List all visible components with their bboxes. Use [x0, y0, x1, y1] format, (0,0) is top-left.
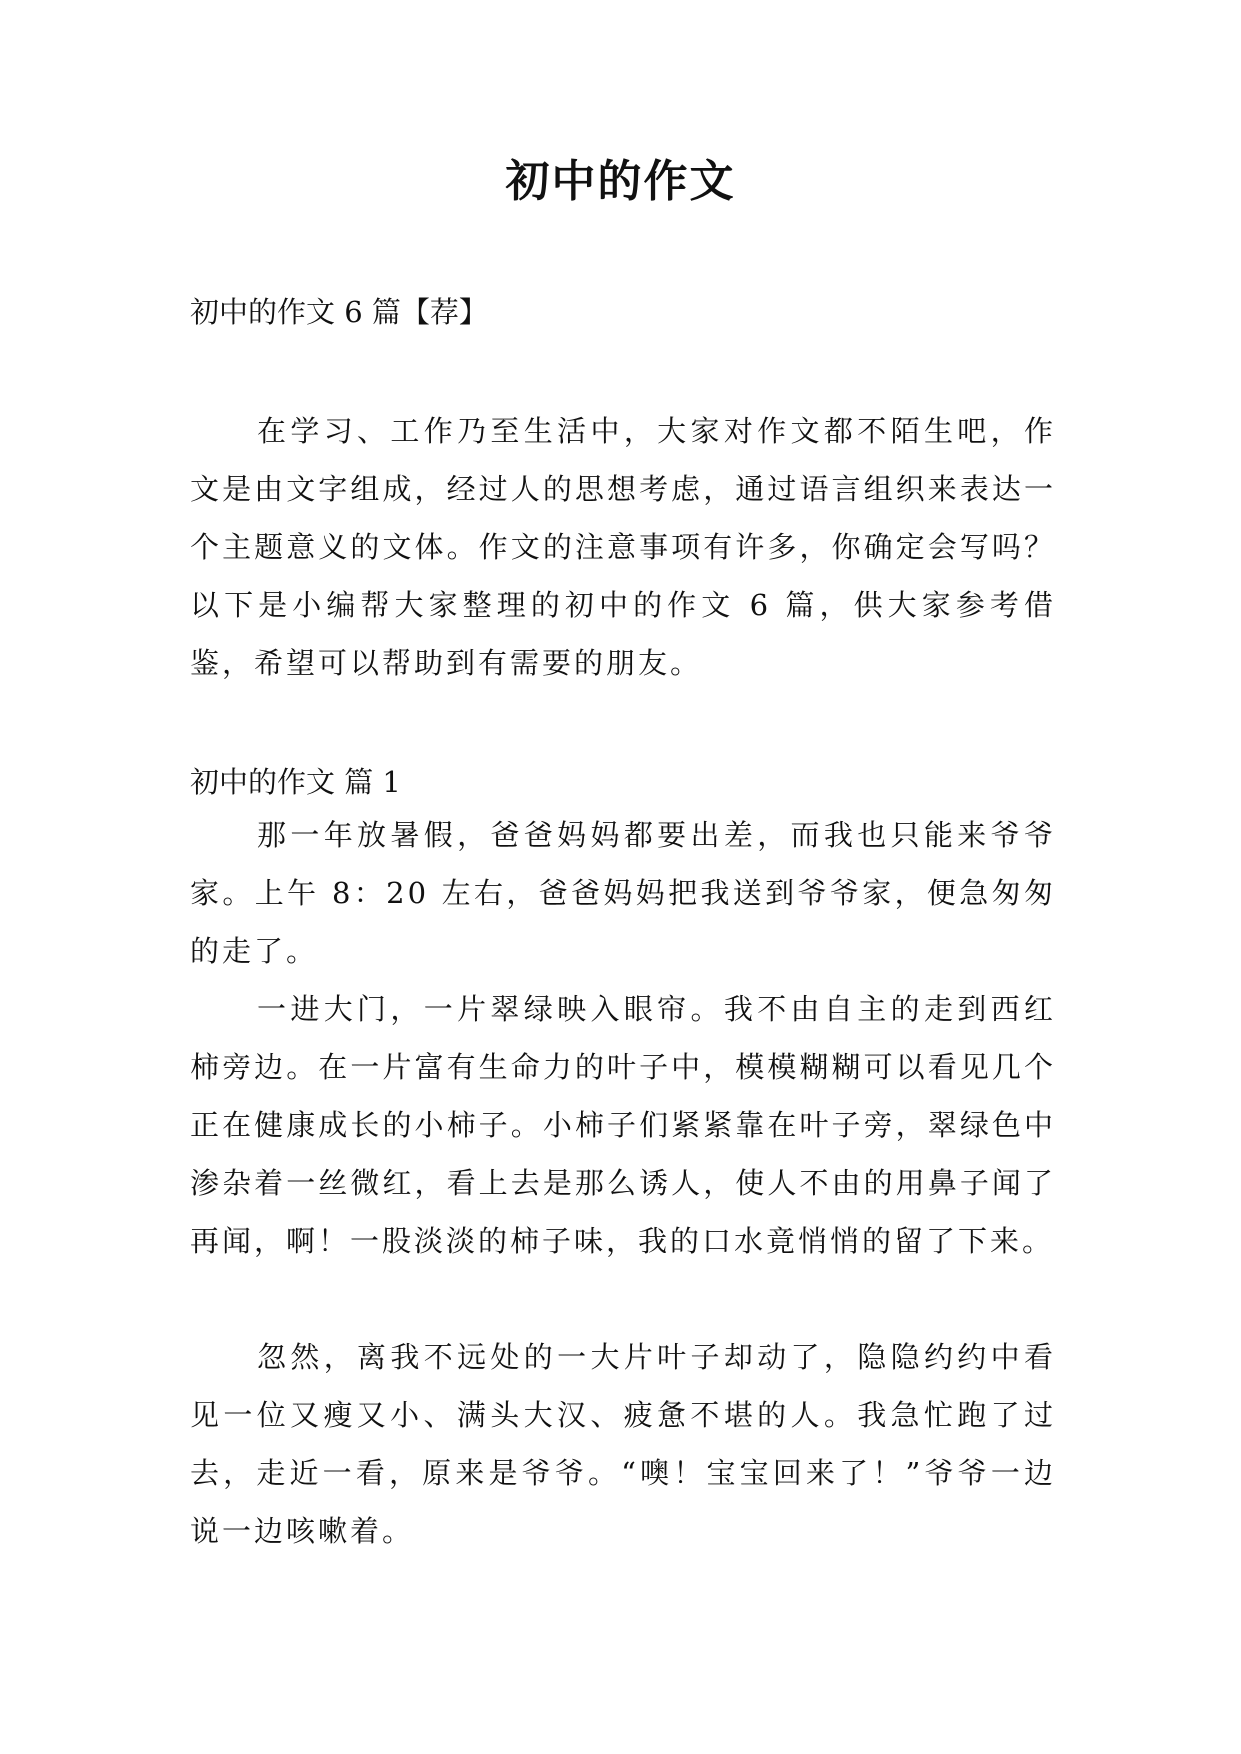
- intro-paragraph: 在学习、工作乃至生活中，大家对作文都不陌生吧，作文是由文字组成，经过人的思想考虑，通过语言组织来表达一个主题意义的文体。作文的注意事项有许多，你确定会写吗？以下是小编帮大家整理的初中的作文 6 篇，供大家参考借鉴，希望可以帮助到有需要的朋友。: [190, 414, 1056, 680]
- section-heading: 初中的作文 篇 1: [190, 765, 401, 799]
- body-paragraph-3: 忽然，离我不远处的一大片叶子却动了，隐隐约约中看见一位又瘦又小、满头大汉、疲惫不堪的人。我急忙跑了过去，走近一看，原来是爷爷。“噢！宝宝回来了！”爷爷一边说一边咳嗽着。: [190, 1340, 1056, 1548]
- body-paragraph-1: 那一年放暑假，爸爸妈妈都要出差，而我也只能来爷爷家。上午 8：20 左右，爸爸妈妈把我送到爷爷家，便急匆匆的走了。: [190, 818, 1056, 968]
- document-subtitle: 初中的作文 6 篇【荐】: [190, 295, 488, 329]
- body-paragraph-2: 一进大门，一片翠绿映入眼帘。我不由自主的走到西红柿旁边。在一片富有生命力的叶子中，模模糊糊可以看见几个正在健康成长的小柿子。小柿子们紧紧靠在叶子旁，翠绿色中渗杂着一丝微红，看上去是那么诱人，使人不由的用鼻子闻了再闻，啊！一股淡淡的柿子味，我的口水竟悄悄的留了下来。: [190, 992, 1056, 1258]
- document-title: 初中的作文: [505, 156, 736, 207]
